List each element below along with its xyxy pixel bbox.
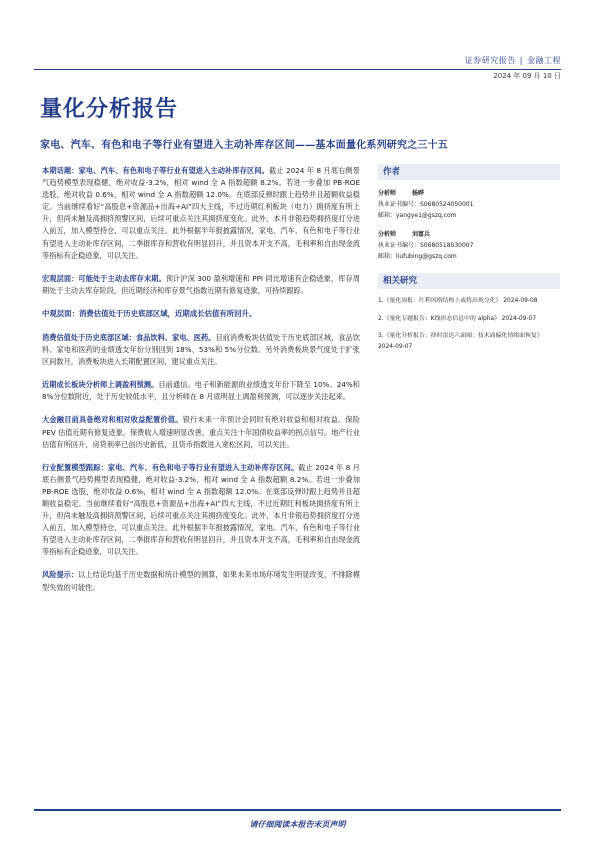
author-name: 杨晔 <box>412 190 425 197</box>
footer-divider <box>34 809 561 811</box>
author-role: 分析师 <box>378 190 397 197</box>
report-date: 2024 年 09 月 10 日 <box>493 72 561 80</box>
summary-body: 截止 2024 年 8 月底右侧景气趋势模型表现稳健，绝对收益-3.2%，相对 wind 全 A 指数超额 8.2%。若进一步叠加 PB-ROE 选股，绝对收益 0.6%，相对 wind 全 A 指数超额 12.0%。在底部反弹时跟上趋势并且超额收益稳定。当前继续看好“高股息+资源品+出海+AI”四大主线，不过近期红利板块（电力）拥挤度有所上升，但尚未触及高拥挤预警区间，后续可重点关注其拥挤度变化。此外，本月非银趋势拥挤度打分进入前五，加入模型持仓，可以重点关注。此外根据半年报披露情况，家电、汽车、有色和电子等行业有望进入主动补库存区间，二季报库存和营收有明显回升，并且资本开支不高，毛利率和自由现金流等指标有企稳迹象，可以关注。 <box>42 166 360 260</box>
report-type-heading: 量化分析报告 <box>40 97 179 122</box>
author-block <box>378 189 560 221</box>
main-content <box>42 165 360 605</box>
summary-paragraph <box>42 165 360 262</box>
author-header <box>378 189 560 199</box>
finance-body: 银行未来一年预计会同时有绝对收益和相对收益。保险 PEV 估值近期有修复迹象，保费收入增速明显改善，重点关注十年国债收益率的拐点信号。地产行业估值有所回升，房贷利率已创历史新低，且货币指数进入宽松区间，可以关注。 <box>42 415 360 449</box>
report-category <box>465 55 561 66</box>
author-name: 刘富兵 <box>412 231 431 238</box>
macro-paragraph <box>42 273 360 297</box>
author-header <box>378 230 560 240</box>
allocation-lead: 行业配置模型跟踪：家电、汽车、有色和电子等行业有望进入主动补库存区间。 <box>42 462 299 472</box>
footer-disclaimer: 请仔细阅读本报告末页声明 <box>249 819 346 829</box>
risk-lead: 风险提示： <box>42 570 79 580</box>
consumption-paragraph <box>42 332 360 368</box>
summary-lead: 本期话题：家电、汽车、有色和电子等行业有望进入主动补库存区间。 <box>42 166 269 175</box>
finance-lead: 大金融目前具备绝对和相对收益配置价值。 <box>42 415 183 425</box>
sidebar <box>378 164 560 352</box>
author-email[interactable]: 邮箱：yangye1@gszq.com <box>378 212 457 219</box>
risk-paragraph <box>42 569 360 593</box>
consumption-body: 目前消费板块估值处于历史底部区域，食品饮料、家电和医药的业绩透支年份分别回到 18%、53%和 5%分位数。另外消费板块景气度处于扩张区间数月，消费板块进入长期配置区间，建议重点关注。 <box>42 332 360 367</box>
related-item[interactable]: 3.《量化分析报告：择时雷达六面图：技术面偏化情绪面恢复》 2024-09-07 <box>378 333 543 350</box>
growth-paragraph <box>42 379 360 403</box>
allocation-paragraph <box>42 462 360 559</box>
category-separator: | <box>519 56 523 65</box>
finance-paragraph <box>42 414 360 450</box>
category-label: 证券研究报告 <box>464 56 516 65</box>
author-email[interactable]: 邮箱：liufubing@gszq.com <box>378 253 457 260</box>
mid-level-heading: 中观层面：消费估值处于历史底部区域，近期成长估值有所回升。 <box>42 308 257 318</box>
allocation-body: 截止 2024 年 8 月底右侧景气趋势模型表现稳健，绝对收益-3.2%，相对 wind 全 A 指数超额 8.2%。若进一步叠加 PB-ROE 选股，绝对收益 0.6%，相对 wind 全 A 指数超额 12.0%。在底部反弹时跟上趋势并且超额收益稳定。当前继续看好“高股息+资源品+出海+AI”四大主线，不过近期红利板块拥挤度有所上升，但尚未触及高拥挤预警区间，后续可重点关注其拥挤度变化。此外，本月非银趋势拥挤度打分进入前五，加入模型持仓，可以重点关注。此外根据半年报披露情况，家电、汽车、有色和电子等行业有望进入主动补库存区间，二季报库存和营收有明显回升，并且资本开支不高，毛利率和自由现金流等指标有企稳迹象，可以关注。 <box>42 462 360 557</box>
related-title: 相关研究 <box>378 273 560 289</box>
authors-title: 作者 <box>378 164 560 180</box>
author-block <box>378 230 560 262</box>
macro-lead: 宏观层面：可能处于主动去库存末期。 <box>42 273 166 283</box>
related-research <box>378 273 560 352</box>
author-license: 执业证书编号：S0680518030007 <box>378 242 474 249</box>
risk-body: 以上结论均基于历史数据和统计模型的测算，如果未来市场环境发生明显改变，不排除模型失效的可能性。 <box>42 570 360 592</box>
author-license: 执业证书编号：S0680524050001 <box>378 201 474 208</box>
macro-body: 预计沪深 300 盈利增速和 PPI 同比增速有企稳迹象，库存周期处于主动去库存阶段，但近期经济和库存景气指数近期有修复迹象，可持续跟踪。 <box>42 273 360 295</box>
report-header <box>465 55 561 81</box>
consumption-lead: 消费估值处于历史底部区域：食品饮料、家电、医药。 <box>42 332 216 342</box>
growth-lead: 近期成长板块分析师上调盈利预测。 <box>42 380 159 390</box>
related-item[interactable]: 1.《量化周报：红利风格结构上或将出现分化》 2024-09-08 <box>378 298 538 304</box>
related-item[interactable]: 2.《量化专题报告：K线形态信息中的 alpha》 2024-09-07 <box>378 315 537 322</box>
growth-body: 目前通信、电子和新能源的业绩透支年份下降至 10%、24%和 8%分位数附近，处于历史较低水平，且分析师在 8 月底明显上调盈利预测，可以逐步关注起来。 <box>42 380 360 402</box>
header-divider <box>34 69 561 70</box>
report-title: 家电、汽车、有色和电子等行业有望进入主动补库存区间——基本面量化系列研究之三十五 <box>40 140 448 151</box>
subcategory-label: 金融工程 <box>527 56 561 65</box>
page-footer <box>34 805 561 829</box>
author-role: 分析师 <box>378 231 397 238</box>
